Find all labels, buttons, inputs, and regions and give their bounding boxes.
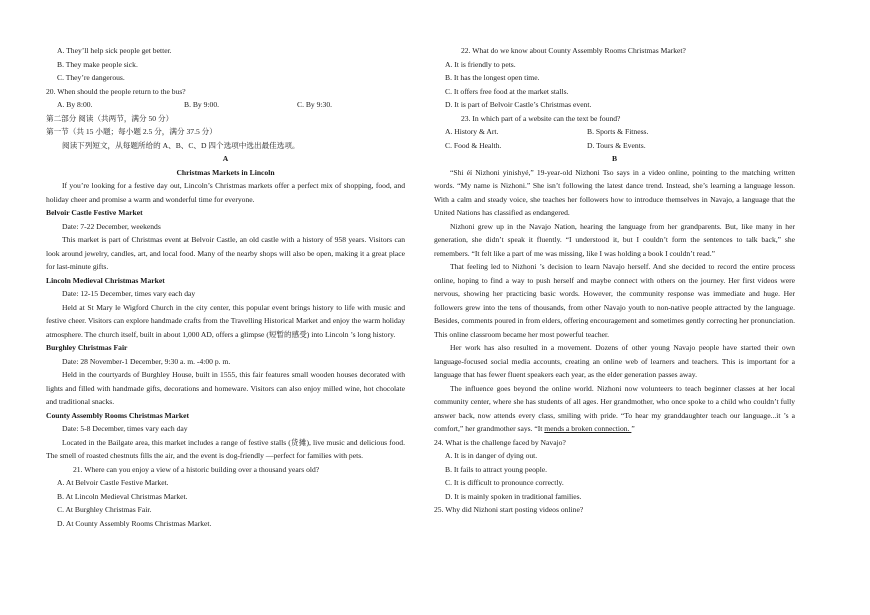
- q22-option-a: A. It is friendly to pets.: [445, 59, 516, 69]
- q20-option-b: B. By 9:00.: [184, 100, 220, 109]
- market-2-body: Held at St Mary le Wigford Church in the city center, this popular event brings history to life with music and festive cheer. Visitors can explore handmade crafts from the Travelling Historical Market and enjoy the warm holiday atmosphere. The church itself, built in about 1,000 AD, offers a glimpse (短暂的感受) into Lincoln ’s long history.: [46, 302, 405, 339]
- market-2-date: Date: 12-15 December, times vary each day: [62, 289, 196, 298]
- market-4-title: County Assembly Rooms Christmas Market: [46, 410, 190, 420]
- q19-option-a: A. They’ll help sick people get better.: [57, 46, 172, 55]
- q20-option-a: A. By 8:00.: [57, 100, 93, 109]
- q21-option-c: C. At Burghley Christmas Fair.: [57, 505, 152, 514]
- reading-instructions: 阅读下列短文，从每题所给的 A、B、C、D 四个选项中选出最佳选项。: [62, 140, 300, 150]
- q21-option-d: D. At County Assembly Rooms Christmas Market.: [57, 518, 212, 528]
- market-4-body: Located in the Bailgate area, this market includes a range of festive stalls (货摊), live music and delicious food. The smell of roasted chestnuts fills the air, and the event is dog-friendly —perfect for families with pets.: [46, 437, 405, 460]
- q21-option-b: B. At Lincoln Medieval Christmas Market.: [57, 491, 188, 501]
- q23-option-d: D. Tours & Events.: [587, 140, 646, 150]
- part-two-heading: 第二部分 阅读（共两节，满分 50 分）: [46, 113, 174, 123]
- q19-option-c: C. They’re dangerous.: [57, 73, 125, 82]
- passage-b-letter: B: [611, 154, 618, 163]
- q23-options-row-2: [434, 139, 795, 153]
- q22-option-c: C. It offers free food at the market stalls.: [445, 86, 569, 96]
- q20-options: [46, 98, 405, 112]
- passage-b-paragraph-3: That feeling led to Nizhoni ’s decision to learn Navajo herself. And she decided to record the entire process online, hoping to find a way to push herself and maybe connect with others on the journey. Her first videos were nervous, showing her practicing basic words. However, the community response was immediate and huge. Her followers grew into the tens of thousands, from other Navajo youth to non-native people attracted by the language. Besides, comments poured in from elders, offering encouragement and sometimes gently correcting her pronunciation. This online classroom became her most powerful teacher.: [434, 262, 795, 339]
- passage-a-title: Christmas Markets in Lincoln: [176, 167, 275, 177]
- passage-b-paragraph-1: “Shi éí Nizhoni yinishyé,” 19-year-old Nizhoni Tso says in a video online, pointing to the matching written words. “My name is Nizhoni.” She isn’t following the latest dance trend. Instead, she’s learning a language lesson. With a calm and steady voice, she teaches her followers how to introduce themselves in Navajo, a language that the United Nations has classified as endangered.: [434, 167, 795, 217]
- q23-option-a: A. History & Art.: [445, 127, 499, 136]
- market-2-title: Lincoln Medieval Christmas Market: [46, 275, 165, 285]
- passage-a-intro: If you’re looking for a festive day out, Lincoln’s Christmas markets offer a perfect mix of shopping, food, and holiday cheer and promise a warm and wonderful time for everyone.: [46, 181, 405, 204]
- market-3-body: Held in the courtyards of Burghley House, built in 1555, this fair features small wooden houses decorated with lights and filled with handmade gifts, decorations and homeware. Visitors can also enjoy milled wine, hot chocolate and traditional snacks.: [46, 370, 405, 406]
- left-column: [46, 44, 405, 530]
- q24-option-a: A. It is in danger of dying out.: [445, 451, 538, 460]
- passage-a-letter: A: [222, 154, 229, 163]
- passage-b-paragraph-2: Nizhoni grew up in the Navajo Nation, hearing the language from her grandparents. But, like many in her generation, she didn’t speak it fluently. “I understood it, but I couldn’t form the sentences to talk back,” she remembers. “It felt like a part of me was missing, like I was holding a book I couldn’t read.”: [434, 221, 795, 258]
- question-20: 20. When should the people return to the bus?: [46, 86, 186, 96]
- q24-option-b: B. It fails to attract young people.: [445, 464, 548, 474]
- question-22: 22. What do we know about County Assembly Rooms Christmas Market?: [461, 46, 686, 55]
- q19-option-b: B. They make people sick.: [57, 59, 138, 69]
- market-1-date: Date: 7-22 December, weekends: [62, 221, 161, 231]
- market-4-date: Date: 5-8 December, times vary each day: [62, 424, 188, 433]
- market-3-title: Burghley Christmas Fair: [46, 343, 128, 352]
- q24-option-c: C. It is difficult to pronounce correctly.: [445, 478, 564, 487]
- question-25: 25. Why did Nizhoni start posting videos online?: [434, 505, 584, 514]
- market-1-title: Belvoir Castle Festive Market: [46, 208, 143, 217]
- section-one-heading: 第一节（共 15 小题；每小题 2.5 分，满分 37.5 分）: [46, 127, 217, 136]
- q20-option-c: C. By 9:30.: [297, 100, 333, 109]
- right-column: [434, 44, 795, 517]
- underlined-phrase: mends a broken connection.: [544, 424, 632, 433]
- closing-quote: ”: [631, 424, 635, 433]
- q22-option-b: B. It has the longest open time.: [445, 73, 540, 82]
- question-24: 24. What is the challenge faced by Navajo?: [434, 437, 566, 447]
- paragraph-5-text: The influence goes beyond the online world. Nizhoni now volunteers to teach beginner classes at her local community center, where she has students of all ages. Her grandmother, who once spoke to a child who couldn’t fully answer back, now attends every class, smiling with pride. “To hear my granddaughter teach our language...it ’s a comfort,” her grandmother says. “It: [434, 383, 795, 433]
- q23-option-b: B. Sports & Fitness.: [587, 127, 649, 136]
- passage-b-paragraph-4: Her work has also resulted in a movement. Dozens of other young Navajo people have started their own language-focused social media accounts, creating an online web of learners and teachers. This is important for a language that has fewer fluent speakers each year, as the elder generation passes away.: [434, 343, 795, 379]
- q21-option-a: A. At Belvoir Castle Festive Market.: [57, 478, 169, 487]
- q22-option-d: D. It is part of Belvoir Castle’s Christmas event.: [445, 100, 592, 109]
- question-21: 21. Where can you enjoy a view of a historic building over a thousand years old?: [73, 464, 320, 474]
- q24-option-d: D. It is mainly spoken in traditional families.: [445, 491, 582, 501]
- q23-options-row-1: [434, 125, 795, 139]
- question-23: 23. In which part of a website can the text be found?: [461, 113, 621, 123]
- passage-b-paragraph-5: [434, 382, 795, 436]
- q23-option-c: C. Food & Health.: [445, 140, 502, 150]
- market-1-body: This market is part of Christmas event at Belvoir Castle, an old castle with a history of 958 years. Visitors can look around jewelry, candles, art, and local food. Many of the nearby shops will also be open, making it a great place for last-minute gifts.: [46, 235, 405, 271]
- market-3-date: Date: 28 November-1 December, 9:30 a. m. -4:00 p. m.: [62, 356, 231, 366]
